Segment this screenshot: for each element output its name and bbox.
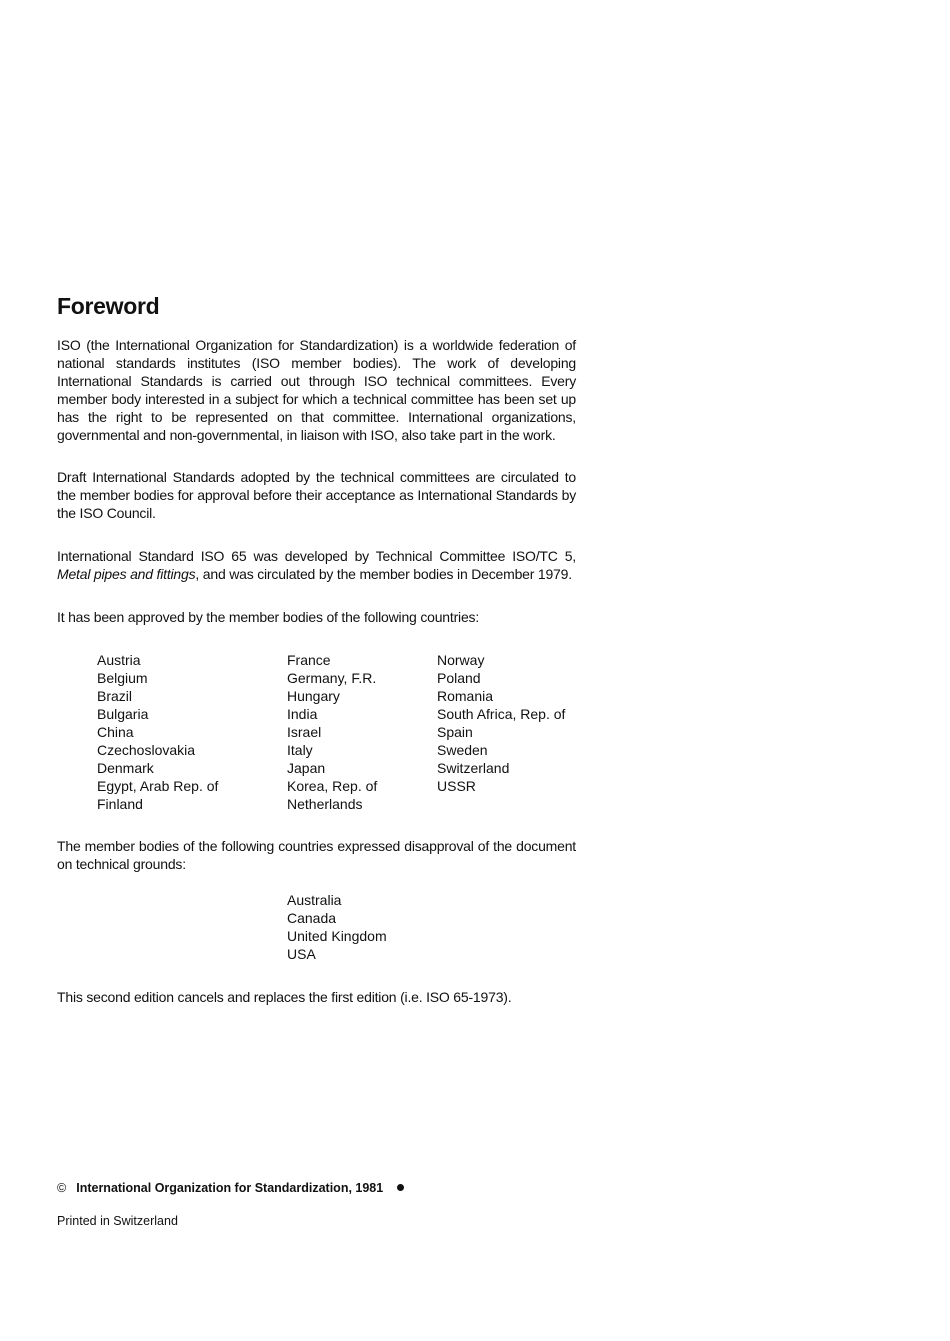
list-item: Germany, F.R. (287, 670, 377, 686)
printed-in-line: Printed in Switzerland (57, 1214, 178, 1228)
list-item: United Kingdom (287, 928, 387, 944)
disapproval-intro: The member bodies of the following countries expressed disapproval of the document on technical grounds: (57, 838, 576, 872)
list-item: Hungary (287, 688, 340, 704)
list-item: Spain (437, 724, 473, 740)
approval-intro: It has been approved by the member bodies of the following countries: (57, 609, 480, 625)
list-item: Italy (287, 742, 313, 758)
list-item: Israel (287, 724, 322, 740)
list-item: Bulgaria (97, 706, 149, 722)
list-item: China (97, 724, 134, 740)
list-item: Czechoslovakia (97, 742, 196, 758)
list-item: France (287, 652, 331, 668)
edition-note: This second edition cancels and replaces the first edition (i.e. ISO 65-1973). (57, 989, 512, 1005)
page-title: Foreword (57, 293, 160, 319)
approved-countries-column-3 (437, 651, 565, 795)
list-item: Austria (97, 652, 141, 668)
paragraph-3-prefix: International Standard ISO 65 was developed by Technical Committee ISO/TC 5, (57, 548, 576, 564)
list-item: Sweden (437, 742, 488, 758)
disapproved-countries-list (287, 891, 387, 963)
bullet-dot-icon (397, 1184, 404, 1191)
list-item: Poland (437, 670, 481, 686)
list-item: Japan (287, 760, 326, 776)
list-item: Romania (437, 688, 494, 704)
paragraph-3-suffix: , and was circulated by the member bodies in December 1979. (195, 566, 572, 582)
list-item: South Africa, Rep. of (437, 706, 566, 722)
list-item: USSR (437, 778, 476, 794)
list-item: Finland (97, 796, 143, 812)
list-item: Korea, Rep. of (287, 778, 378, 794)
approved-countries-column-2 (287, 651, 377, 813)
list-item: Belgium (97, 670, 148, 686)
foreword-paragraph-2: Draft International Standards adopted by the technical committees are circulated to the member bodies for approval before their acceptance as International Standards by the ISO Council. (57, 469, 576, 521)
list-item: USA (287, 946, 316, 962)
list-item: Australia (287, 892, 342, 908)
list-item: Switzerland (437, 760, 510, 776)
copyright-line (57, 1179, 404, 1197)
copyright-icon: © (57, 1181, 67, 1195)
committee-title: Metal pipes and fittings (57, 566, 196, 582)
foreword-paragraph-3 (57, 547, 576, 583)
list-item: India (287, 706, 318, 722)
list-item: Brazil (97, 688, 133, 704)
approved-countries-column-1 (97, 651, 218, 813)
list-item: Canada (287, 910, 337, 926)
copyright-text: International Organization for Standardization, 1981 (76, 1181, 384, 1195)
foreword-paragraph-1: ISO (the International Organization for Standardization) is a worldwide federation of national standards institutes (ISO member bodies). The work of developing International Standards is carried out through ISO technical committees. Every member body interested in a subject for which a technical committee has been set up has the right to be represented on that committee. International organizations, governmental and non-governmental, in liaison with ISO, also take part in the work. (57, 337, 576, 443)
list-item: Egypt, Arab Rep. of (97, 778, 219, 794)
list-item: Norway (437, 652, 485, 668)
list-item: Denmark (97, 760, 154, 776)
list-item: Netherlands (287, 796, 363, 812)
